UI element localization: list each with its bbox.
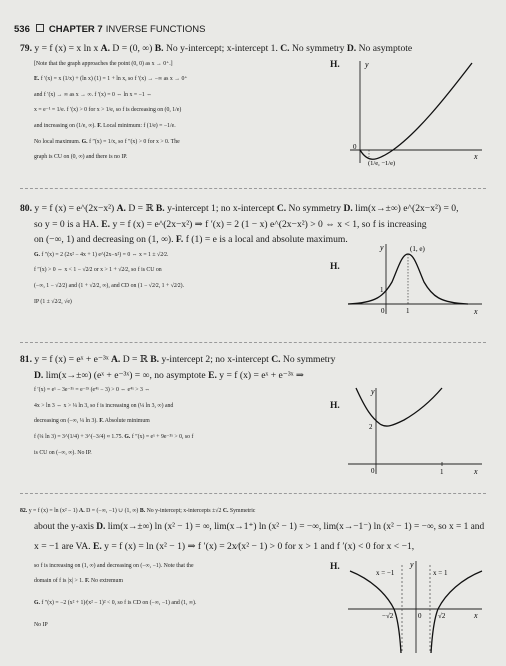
p81-graph <box>346 384 486 480</box>
chapter-title: INVERSE FUNCTIONS <box>105 24 206 35</box>
p80-origin: 0 <box>381 307 385 315</box>
p79-line: 79. y = f (x) = x ln x A. D = (0, ∞) B. No y-intercept; x-intercept 1. C. No symmetry D. No asymptote <box>20 43 413 54</box>
p79-line: x = e⁻¹ = 1/e. f ′(x) > 0 for x > 1/e, so f is decreasing on (0, 1/e) <box>34 107 182 114</box>
p81-graph-label: H. <box>330 401 340 411</box>
p79-graph <box>346 57 486 167</box>
problem-81 <box>20 352 335 461</box>
p80-line: 80. y = f (x) = e^(2x−x²) A. D = ℝ B. y-intercept 1; no x-intercept C. No symmetry D. lim(x→±∞) e^(2x−x²) = 0, <box>20 203 459 214</box>
p82-graph-label: H. <box>330 562 340 572</box>
p81-x-one: 1 <box>440 468 444 476</box>
p79-curve <box>360 63 472 159</box>
p79-line: graph is CU on (0, ∞) and there is no IP. <box>34 154 128 161</box>
p82-line: about the y-axis D. lim(x→±∞) ln (x² − 1) = ∞, lim(x→1⁺) ln (x² − 1) = −∞, lim(x→−1⁻) ln (x² − 1) = −∞, so x = 1 and <box>34 521 485 532</box>
p79-line: No local maximum. G. f ″(x) = 1/x, so f ″(x) > 0 for x > 0. The <box>34 138 180 145</box>
p81-origin: 0 <box>371 467 375 475</box>
p81-line: decreasing on (−∞, ¼ ln 3). F. Absolute minimum <box>34 418 150 425</box>
p81-line: 4x > ln 3 ⇔ x > ¼ ln 3, so f is increasing on (¼ ln 3, ∞) and <box>34 402 174 409</box>
chapter-label: CHAPTER 7 <box>48 24 103 35</box>
p79-x-label: x <box>474 152 478 161</box>
p81-line: is CU on (−∞, ∞). No IP. <box>34 449 92 456</box>
p80-line: f ″(x) > 0 ⇔ x < 1 − √2⁄2 or x > 1 + √2⁄2, so f is CU on <box>34 267 162 274</box>
p81-y-label: y <box>371 387 375 396</box>
p80-line: IP (1 ± √2⁄2, √e) <box>34 298 72 305</box>
p82-line: 82. y = f (x) = ln (x² − 1) A. D = (−∞, −1) ∪ (1, ∞) B. No y-intercept; x-intercepts ±√2 C. Symmetric <box>20 508 256 514</box>
p82-line: G. f ″(x) = −2 (x² + 1)⁄(x² − 1)² < 0, so f is CD on (−∞, −1) and (1, ∞). <box>34 599 197 606</box>
p82-pos-root: √2 <box>438 612 446 620</box>
p80-line: G. f ″(x) = 2 (2x² − 4x + 1) e^(2x−x²) = 0 ⇔ x = 1 ± √2⁄2. <box>34 251 169 258</box>
p80-line: (−∞, 1 − √2⁄2) and (1 + √2⁄2, ∞), and CD on (1 − √2⁄2, 1 + √2⁄2). <box>34 282 185 289</box>
p80-line: on (−∞, 1) and decreasing on (1, ∞). F. f (1) = e is a local and absolute maximum. <box>34 234 348 246</box>
p79-y-label: y <box>365 60 369 69</box>
p79-line: and f ′(x) → ∞ as x → ∞. f ′(x) = 0 ⇔ ln x = −1 ⇔ <box>34 91 153 98</box>
page-number: 536 <box>14 24 30 35</box>
p79-graph-label: H. <box>330 60 340 70</box>
divider <box>20 342 486 343</box>
p80-point-label: (1, e) <box>410 245 425 253</box>
p82-x-label: x <box>474 611 478 620</box>
p82-va-right-label: x = 1 <box>433 569 448 577</box>
p79-point-label: (1/e, −1/e) <box>368 160 396 167</box>
p81-line: f (¼ ln 3) = 3^(1/4) + 3^(−3/4) ≈ 1.75. G. f ″(x) = eˣ + 9e⁻³ˣ > 0, so f <box>34 433 194 440</box>
p82-graph <box>346 557 486 657</box>
header-box-icon <box>36 24 44 32</box>
p79-line: [Note that the graph approaches the point (0, 0) as x → 0⁺.] <box>34 60 173 67</box>
p82-neg-root: −√2 <box>382 612 394 620</box>
p82-line: x = −1 are VA. E. y = f (x) = ln (x² − 1) ⇒ f ′(x) = 2x⁄(x² − 1) > 0 for x > 1 and f ′(x) < 0 for x < −1, <box>34 541 415 553</box>
p81-x-label: x <box>474 467 478 476</box>
p81-curve <box>356 388 442 426</box>
p80-graph <box>346 240 486 318</box>
p80-line: so y = 0 is a HA. E. y = f (x) = e^(2x−x²) ⇒ f ′(x) = 2 (1 − x) e^(2x−x²) > 0 ⇔ x < 1, so f is increasing <box>34 218 427 230</box>
p79-line: E. f ′(x) = x (1/x) + (ln x) (1) = 1 + ln x, so f ′(x) → −∞ as x → 0⁺ <box>34 76 188 83</box>
p80-x-one: 1 <box>406 307 410 315</box>
p80-graph-label: H. <box>330 262 340 272</box>
p82-va-left-label: x = −1 <box>376 569 395 577</box>
divider <box>20 493 486 494</box>
p82-origin: 0 <box>418 612 422 620</box>
p80-y-one: 1 <box>380 286 384 294</box>
p80-x-label: x <box>474 307 478 316</box>
page-header <box>14 24 205 35</box>
p82-line: No IP <box>34 621 48 628</box>
p80-y-label: y <box>380 243 384 252</box>
divider <box>20 188 486 189</box>
p82-y-label: y <box>410 560 414 569</box>
p82-curve-left <box>350 571 401 653</box>
p81-line: f ′(x) = eˣ − 3e⁻³ˣ = e⁻³ˣ (e⁴ˣ − 3) > 0 ⇔ e⁴ˣ > 3 ⇔ <box>34 387 151 394</box>
p79-line: and increasing on (1/e, ∞). F. Local minimum: f (1/e) = −1/e. <box>34 122 176 129</box>
p81-line: D. lim(x→±∞) (eˣ + e⁻³ˣ) = ∞, no asymptote E. y = f (x) = eˣ + e⁻³ˣ ⇒ <box>34 369 304 381</box>
p82-line: domain of f is |x| > 1. F. No extremum <box>34 578 123 585</box>
p81-y-two: 2 <box>369 423 373 431</box>
p81-line: 81. y = f (x) = eˣ + e⁻³ˣ A. D = ℝ B. y-intercept 2; no x-intercept C. No symmetry <box>20 354 336 365</box>
p79-origin: 0 <box>353 143 357 151</box>
p82-line: so f is increasing on (1, ∞) and decreasing on (−∞, −1). Note that the <box>34 562 194 569</box>
